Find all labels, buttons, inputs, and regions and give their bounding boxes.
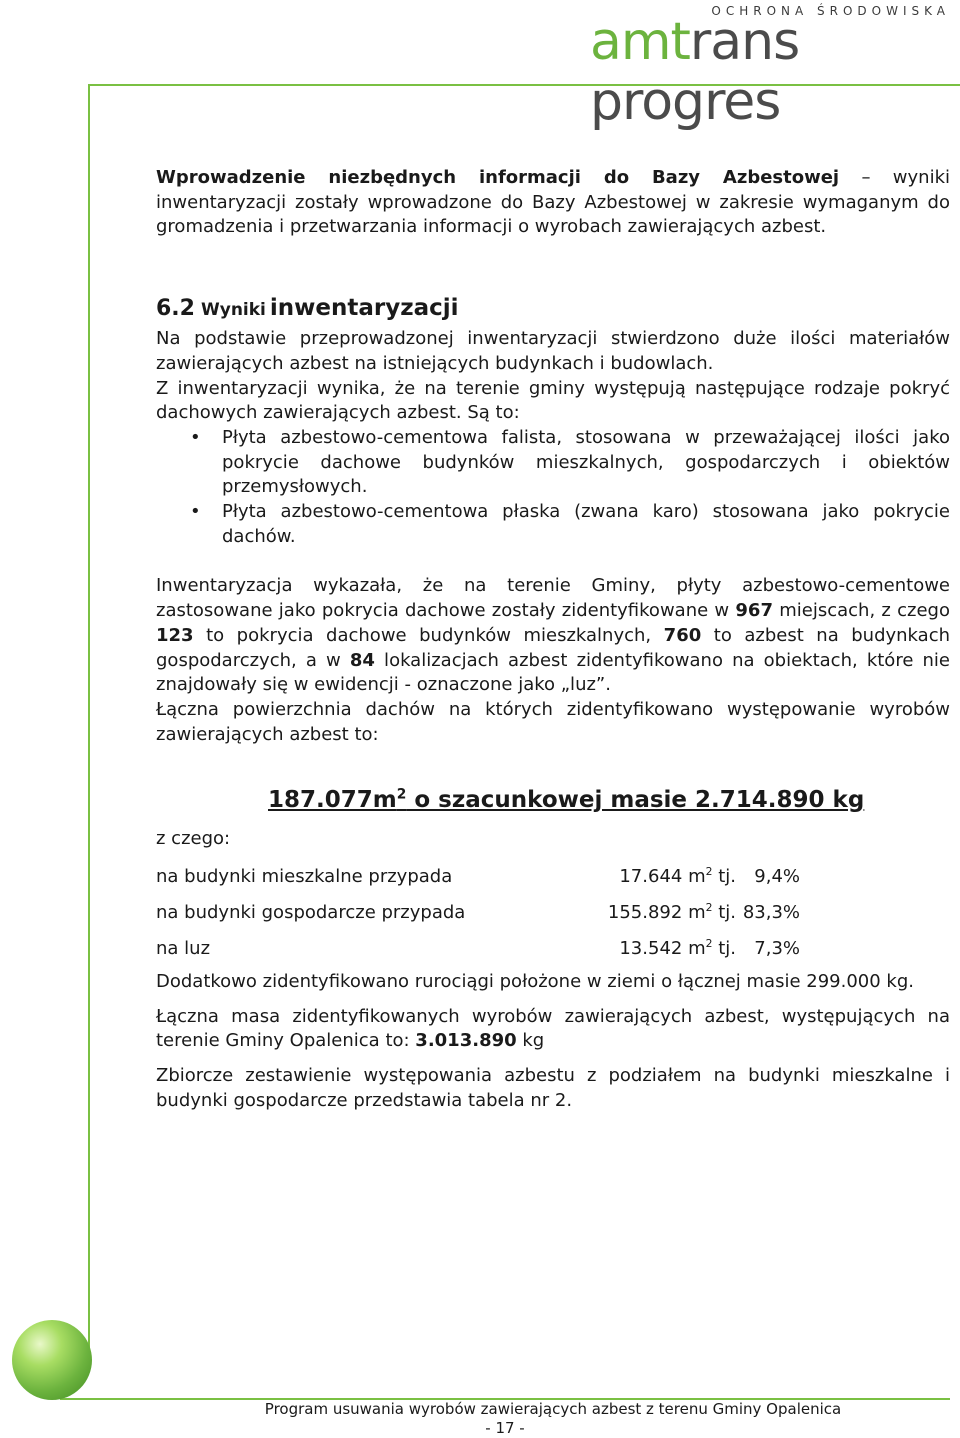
list-item: • Płyta azbestowo-cementowa falista, stosowana w przeważającej ilości jako pokrycie dachowe budynków mieszkalnych, gospodarczych i obiektów przemysłowych. (222, 426, 950, 500)
inventory-paragraph: Inwentaryzacja wykazała, że na terenie Gminy, płyty azbestowo-cementowe zastosowane jako pokrycia dachowe zostały zidentyfikowane w 967 miejscach, z czego 123 to pokrycia dachowe budynków mieszkalnych, 760 to azbest na budynkach gospodarczych, a w 84 lokalizacjach azbest zidentyfikowano na obiektach, które nie znajdowały się w ewidencji - oznaczone jako „luz”. (156, 575, 951, 696)
footer-title: Program usuwania wyrobów zawierających azbest z terenu Gminy Opalenica (264, 1400, 842, 1418)
total-area: $187.077m^2$ o szacunkowej masie 2.714.890 kg (268, 786, 865, 814)
breakdown-row: na budynki gospodarcze przypada 155.892 $m^2$ tj. 83,3% (156, 901, 800, 924)
intro-text: – wyniki inwentaryzacji zostały wprowadzone do Bazy Azbestowej w zakresie wymaganym do gromadzenia i przetwarzania informacji o wyrobach zawierających azbest. (156, 167, 950, 238)
breakdown-row: na budynki mieszkalne przypada 17.644 $m^2$ tj. 9,4% (156, 865, 800, 888)
logo-wordmark: amtrans progres (590, 12, 800, 132)
area-intro: Łączna powierzchnia dachów na których zidentyfikowano występowanie wyrobów zawierających azbest to: (156, 698, 950, 745)
paragraph-2: Z inwentaryzacji wynika, że na terenie gminy występują następujące rodzaje pokryć dachowych zawierających azbest. Są to: (156, 377, 950, 424)
summary-paragraph: Zbiorcze zestawienie występowania azbestu z podziałem na budynki mieszkalne i budynki gospodarcze przedstawia tabela nr 2. (156, 1065, 950, 1111)
page-number: - 17 - (485, 1419, 525, 1437)
bullet-list (156, 426, 950, 550)
green-sphere-logo (12, 1320, 92, 1400)
pipes-paragraph: Dodatkowo zidentyfikowano rurociągi położone w ziemi o łącznej masie 299.000 kg. (156, 971, 914, 993)
intro-bold: Wprowadzenie niezbędnych informacji do Bazy Azbestowej (156, 167, 840, 188)
intro-paragraph (156, 166, 950, 240)
logo-tagline: OCHRONA ŚRODOWISKA (711, 4, 950, 18)
z-czego-label: z czego: (156, 828, 231, 850)
breakdown-row: na luz 13.542 $m^2$ tj. 7,3% (156, 937, 800, 960)
mass-paragraph: Łączna masa zidentyfikowanych wyrobów zawierających azbest, występujących na terenie Gminy Opalenica to: 3.013.890 kg (156, 1005, 950, 1052)
frame-left-line (88, 84, 90, 1360)
page-content (156, 166, 950, 1114)
section-heading: 6.2 Wyniki inwentaryzacji (156, 295, 459, 322)
paragraph-1: Na podstawie przeprowadzonej inwentaryzacji stwierdzono duże ilości materiałów zawierających azbest na istniejących budynkach i budowlach. (156, 328, 950, 374)
company-logo (590, 4, 950, 132)
list-item: • Płyta azbestowo-cementowa płaska (zwana karo) stosowana jako pokrycie dachów. (222, 500, 950, 549)
breakdown-list (156, 853, 950, 960)
page-footer (0, 1400, 960, 1438)
